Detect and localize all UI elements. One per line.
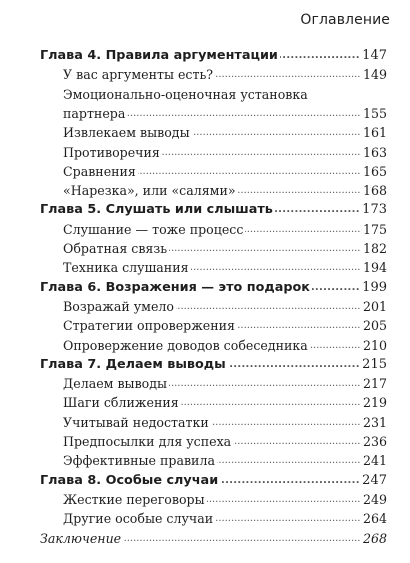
toc-page-number: 215 <box>360 355 387 375</box>
toc-page-number: 199 <box>360 278 387 298</box>
running-head: Оглавление <box>300 12 390 28</box>
toc-entry <box>0 181 410 201</box>
toc-page-number: 155 <box>361 104 387 124</box>
toc-entry-title: «Нарезка», или «салями» <box>63 181 238 201</box>
toc-entry <box>0 162 410 182</box>
toc-entry <box>0 65 410 85</box>
toc-entry-title: Жесткие переговоры <box>63 490 207 510</box>
toc-page-number: 194 <box>361 258 387 278</box>
toc-entry-title: У вас аргументы есть? <box>63 65 215 85</box>
toc-chapter-entry <box>0 471 410 491</box>
toc-entry-title: Глава 6. Возражения — это подарок <box>40 278 312 298</box>
toc-entry-title: Эффективные правила <box>63 451 217 471</box>
toc-page-number: 147 <box>360 46 387 66</box>
toc-entry <box>0 316 410 336</box>
toc-entry <box>0 297 410 317</box>
toc-entry <box>0 239 410 259</box>
toc-page-number: 168 <box>361 181 387 201</box>
toc-page-number: 268 <box>361 529 387 549</box>
toc-page-number: 249 <box>361 490 387 510</box>
toc-page-number: 182 <box>361 239 387 259</box>
toc-chapter-entry <box>0 200 410 220</box>
toc-entry-title: Обратная связь <box>63 239 169 259</box>
toc-entry <box>0 451 410 471</box>
toc-entry <box>0 374 410 394</box>
toc-entry <box>0 220 410 240</box>
toc-entry-title: Глава 7. Делаем выводы <box>40 355 228 375</box>
toc-entry-title: Противоречия <box>63 143 162 163</box>
toc-entry <box>0 490 410 510</box>
toc-entry-title: Возражай умело <box>63 297 176 317</box>
toc-entry-title: Слушание — тоже процесс <box>63 220 245 240</box>
toc-page-number: 241 <box>361 451 387 471</box>
toc-entry-title: Другие особые случаи <box>63 509 215 529</box>
toc-entry <box>0 143 410 163</box>
toc-entry <box>0 104 410 124</box>
toc-entry-title: Шаги сближения <box>63 393 181 413</box>
toc-page-number: 205 <box>361 316 387 336</box>
toc-entry-title: Техника слушания <box>63 258 191 278</box>
toc-page-number: 264 <box>361 509 387 529</box>
toc-entry <box>0 413 410 433</box>
toc-page-number: 219 <box>361 393 387 413</box>
toc-entry-title: Глава 5. Слушать или слышать <box>40 200 275 220</box>
toc-entry <box>0 529 410 549</box>
toc-entry <box>0 432 410 452</box>
toc-entry-title: партнера <box>63 104 127 124</box>
toc-entry-title: Опровержение доводов собеседника <box>63 336 310 356</box>
toc-entry-title: Делаем выводы <box>63 374 169 394</box>
toc-page-number: 236 <box>361 432 387 452</box>
toc-entry-title: Глава 4. Правила аргументации <box>40 46 280 66</box>
toc-entry-title: Заключение <box>40 529 123 549</box>
toc-page-number: 217 <box>361 374 387 394</box>
toc-entry-title: Глава 8. Особые случаи <box>40 471 220 491</box>
toc-page-number: 163 <box>361 143 387 163</box>
toc-page-number: 149 <box>361 65 387 85</box>
toc-chapter-entry <box>0 278 410 298</box>
toc-entry-title: Извлекаем выводы <box>63 123 192 143</box>
toc-page-number: 201 <box>361 297 387 317</box>
toc-entry <box>0 509 410 529</box>
toc-entry <box>0 85 410 105</box>
toc-entry <box>0 336 410 356</box>
toc-page-number: 210 <box>361 336 387 356</box>
toc-page-number: 247 <box>360 471 387 491</box>
toc-entry-title: Учитывай недостатки <box>63 413 211 433</box>
toc-page-number: 161 <box>361 123 387 143</box>
toc-page-number: 173 <box>360 200 387 220</box>
toc-entry <box>0 393 410 413</box>
toc-page-number: 165 <box>361 162 387 182</box>
toc-chapter-entry <box>0 46 410 66</box>
toc-page-number: 175 <box>361 220 387 240</box>
toc-entry-title: Стратегии опровержения <box>63 316 237 336</box>
toc-entry <box>0 258 410 278</box>
toc-entry-title: Сравнения <box>63 162 138 182</box>
toc-entry <box>0 123 410 143</box>
toc-entry-title: Предпосылки для успеха <box>63 432 233 452</box>
toc-entry-title: Эмоционально-оценочная установка <box>63 85 310 105</box>
toc-chapter-entry <box>0 355 410 375</box>
toc-page-number: 231 <box>361 413 387 433</box>
